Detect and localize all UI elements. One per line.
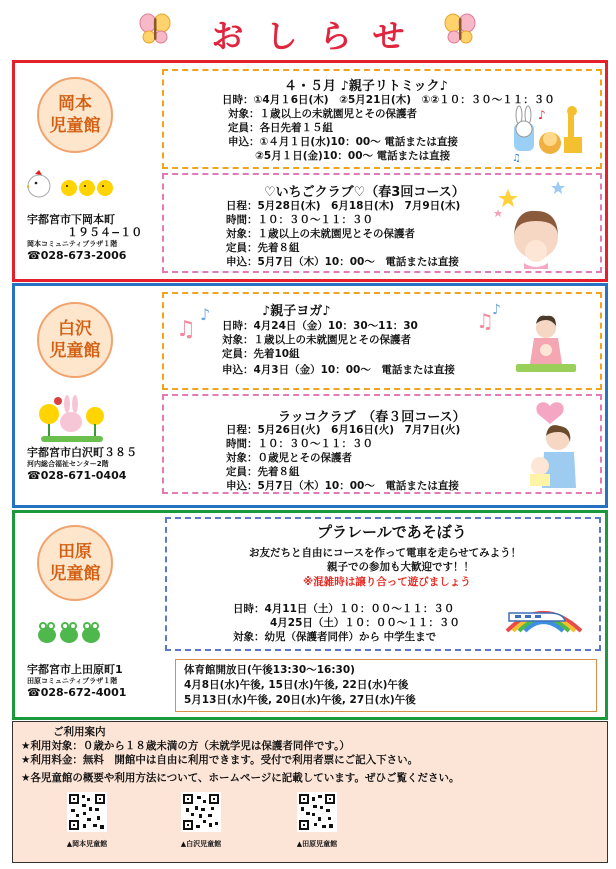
event-detail: 対象：１歳以上の未就園児とその保護者	[226, 228, 415, 240]
qr-label: ▲白沢児童館	[180, 840, 222, 848]
okamoto-address	[27, 213, 142, 262]
phone-number: ☎028-672-4001	[27, 686, 127, 699]
event-detail: 定員：先着８組	[226, 466, 300, 478]
event-title: ♡いちごクラブ♡（春3回コース）	[264, 185, 465, 200]
gym-schedule-box	[175, 659, 597, 712]
usage-info	[12, 721, 608, 863]
event-detail: お友だちと自由にコースを作って電車を走らせてみよう！	[249, 547, 522, 559]
usage-line: ★利用対象：０歳から１８歳未満の方（未就学児は保護者同伴です。）	[21, 740, 350, 752]
gym-title: 体育館開放日(午後13:30〜16:30)	[184, 664, 355, 676]
address-line: 宇都宮市白沢町３８５	[27, 446, 137, 459]
badge-name: 白沢	[58, 319, 92, 339]
shirasawa-address	[27, 446, 137, 482]
event-detail: 申込：5月7日（木）10：00〜 電話または直接	[226, 480, 459, 492]
okamoto-badge	[37, 77, 113, 153]
event-detail: 日程：5月28日(木) 6月18日(木) 7月9日(木)	[226, 200, 461, 212]
tahara-address	[27, 663, 126, 699]
music-note-icon	[174, 302, 220, 342]
phone-number: ☎028-671-0404	[27, 469, 127, 482]
event-detail: 申込：①４月１日(水)10：00〜 電話または直接	[228, 136, 458, 148]
frogs-icon	[37, 617, 101, 645]
animals-music-icon	[510, 105, 590, 163]
qr-shirasawa[interactable]	[171, 792, 231, 849]
event-detail: 日時：①4月１6日(木) ②5月21日(木) ①②１０：３０〜１１：３０	[222, 94, 555, 106]
building-name: 田原コミュニティプラザ１階	[27, 677, 118, 685]
event-detail: 日程：5月26日(火) 6月16日(火) 7月7日(火)	[226, 424, 461, 436]
address-line: １９５４−１０	[67, 226, 143, 239]
event-title: ♪親子ヨガ♪	[262, 304, 331, 319]
event-detail: ②5月１日(金)10：00〜 電話または直接	[255, 150, 451, 162]
event-detail: 対象：０歳児とその保護者	[226, 452, 352, 464]
tahara-badge	[37, 525, 113, 601]
event-detail: 対象：幼児（保護者同伴）から 中学生まで	[233, 631, 437, 643]
event-title: ラッコクラブ （春３回コース）	[278, 410, 466, 425]
qr-label: ▲田原児童館	[296, 840, 338, 848]
shirasawa-badge	[37, 302, 113, 378]
event-detail: 時間：１０：３０〜１１：３０	[226, 438, 373, 450]
event-detail: 対象：１歳以上の未就園児とその保護者	[222, 334, 411, 346]
event-detail: 親子での参加も大歓迎です！！	[327, 561, 474, 573]
event-detail: 定員：先着８組	[226, 242, 300, 254]
shirasawa-rakko-card	[162, 394, 602, 494]
svg-text:♫: ♫	[476, 309, 494, 333]
svg-text:♪: ♪	[538, 108, 546, 122]
shirasawa-section	[12, 283, 608, 508]
okamoto-ichigo-card	[162, 173, 602, 273]
svg-text:♫: ♫	[176, 317, 196, 342]
usage-line: ★利用料金：無料 開館中は自由に利用できます。受付で利用者票にご記入下さい。	[21, 754, 419, 766]
rabbit-flowers-icon	[37, 394, 107, 442]
event-detail: 4月25日（土）１０：００〜１１：３０	[270, 617, 460, 629]
badge-name: 田原	[58, 542, 92, 562]
usage-heading: ご利用案内	[53, 726, 106, 738]
event-detail: 申込：5月7日（木）10：00〜 電話または直接	[226, 256, 459, 268]
address-line: 宇都宮市上田原町1	[27, 663, 123, 676]
usage-line: ★各児童館の概要や利用方法について、ホームページに記載しています。ぜひご覧ください。	[21, 772, 460, 784]
event-detail: 日時：4月24日（金）10：30〜11：30	[222, 320, 418, 332]
qr-code-icon	[67, 792, 107, 832]
mother-yoga-icon	[474, 298, 584, 386]
badge-name: 岡本	[58, 94, 92, 114]
qr-label: ▲岡本児童館	[66, 840, 108, 848]
mother-baby-icon	[510, 400, 590, 490]
chick-icon	[27, 169, 115, 199]
title-text: おしらせ	[211, 17, 427, 55]
tahara-section	[12, 510, 608, 720]
event-detail: 定員：各日先着１５組	[228, 122, 333, 134]
mother-baby-icon	[486, 179, 580, 269]
event-note: ※混雑時は譲り合って遊びましょう	[303, 576, 471, 588]
butterfly-icon	[443, 12, 477, 46]
building-name: 岡本コミュニティプラザ１階	[27, 240, 118, 248]
badge-name: 児童館	[49, 564, 101, 584]
gym-dates: 4月8日(水)午後, 15日(水)午後, 22日(水)午後	[184, 679, 409, 691]
butterfly-icon	[138, 12, 172, 46]
qr-tahara[interactable]	[287, 792, 347, 849]
shirasawa-yoga-card	[162, 292, 602, 390]
event-detail: 時間：１０：３０〜１１：３０	[226, 214, 373, 226]
svg-text:♪: ♪	[492, 302, 501, 318]
okamoto-section	[12, 60, 608, 282]
badge-name: 児童館	[49, 341, 101, 361]
tahara-plarail-card	[165, 517, 601, 651]
qr-okamoto[interactable]	[57, 792, 117, 849]
qr-code-icon	[297, 792, 337, 832]
okamoto-rhythmic-card	[162, 69, 602, 169]
event-detail: 申込：4月3日（金）10：00〜 電話または直接	[222, 364, 455, 376]
address-line: 宇都宮市下岡本町	[27, 213, 115, 226]
svg-text:♫: ♫	[512, 153, 521, 163]
event-detail: 対象：１歳以上の未就園児とその保護者	[228, 108, 417, 120]
building-name: 河内総合福祉センター2階	[27, 460, 109, 468]
badge-name: 児童館	[49, 116, 101, 136]
event-detail: 日時：4月11日（土）１０：００〜１１：３０	[233, 603, 455, 615]
qr-code-icon	[181, 792, 221, 832]
event-title: プラレールであそぼう	[317, 523, 467, 541]
svg-text:♪: ♪	[200, 305, 211, 324]
page-title	[0, 8, 616, 60]
event-detail: 定員：先着10組	[222, 348, 300, 360]
event-title: ４・５月 ♪親子リトミック♪	[284, 79, 448, 94]
gym-dates: 5月13日(水)午後, 20日(水)午後, 27日(水)午後	[184, 694, 416, 706]
train-rainbow-icon	[503, 591, 585, 635]
phone-number: ☎028-673-2006	[27, 249, 127, 262]
